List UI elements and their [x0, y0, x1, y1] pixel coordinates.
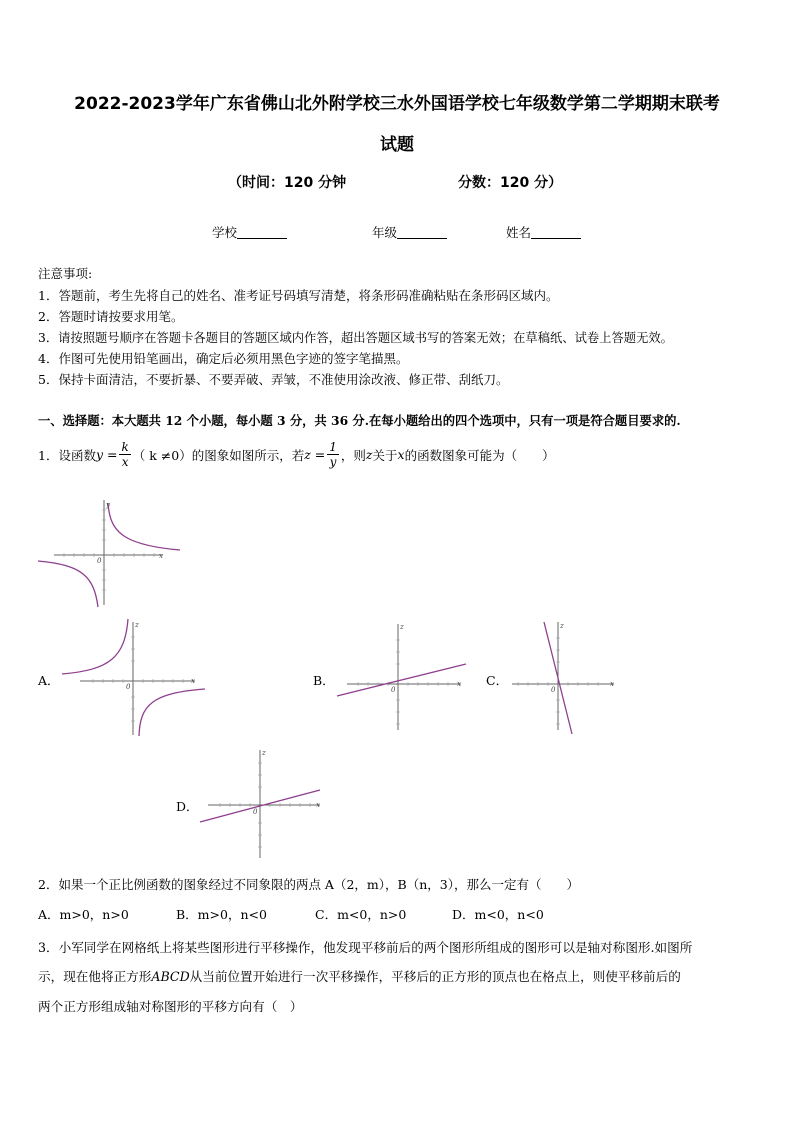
q1-z-eq: z = — [304, 447, 326, 462]
exam-title-line2: 试题 — [380, 135, 414, 155]
q1-option-c-graph[interactable] — [507, 620, 622, 735]
frac-numerator: k — [121, 440, 129, 454]
q1-suffix3: 的函数图象可能为（ ） — [404, 447, 555, 463]
exam-time: （时间：120 分钟 — [228, 175, 347, 191]
axis-label-y: y — [106, 501, 110, 509]
q1-z: z — [365, 447, 373, 462]
exam-score: 分数：120 分） — [458, 175, 563, 191]
q2-option-d[interactable]: D．m<0，n<0 — [452, 907, 544, 922]
notice-heading: 注意事项: — [38, 266, 93, 281]
name-blank[interactable] — [531, 226, 581, 239]
q3-square-name: ABCD — [151, 969, 190, 984]
axis-label-z: z — [400, 623, 404, 631]
hyperbola-branch-q2 — [62, 619, 128, 674]
school-field — [212, 223, 287, 241]
origin-label: 0 — [551, 686, 556, 694]
q2-option-a[interactable]: A．m>0，n>0 — [38, 907, 129, 922]
notice-item: 5．保持卡面清洁，不要折暴、不要弄破、弄皱，不准使用涂改液、修正带、刮纸刀。 — [38, 372, 509, 387]
axis-label-z: z — [262, 749, 266, 757]
q3-stem-line2 — [38, 966, 681, 985]
q2-stem: 2．如果一个正比例函数的图象经过不同象限的两点 A（2，m），B（n，3），那么一定有（ ） — [38, 877, 579, 892]
name-label: 姓名 — [506, 225, 532, 240]
axis-label-x: x — [610, 680, 614, 688]
section-heading: 一、选择题：本大题共 12 个小题，每小题 3 分，共 36 分.在每小题给出的四个选项中，只有一项是符合题目要求的. — [38, 413, 681, 428]
q1-prefix: 1．设函数 — [38, 447, 96, 463]
q1-option-d-label[interactable]: D． — [176, 799, 199, 814]
q1-condition: （ k ≠0）的图象如图所示，若 — [132, 447, 305, 463]
origin-label: 0 — [126, 683, 131, 691]
frac-denominator: x — [121, 455, 129, 469]
q1-option-b-graph[interactable] — [335, 622, 470, 734]
q1-x: x — [397, 447, 405, 462]
grade-blank[interactable] — [397, 226, 447, 239]
notice-item: 2．答题时请按要求用笔。 — [38, 309, 184, 324]
q1-stem — [38, 440, 555, 469]
q3-text: 示，现在他将正方形 — [38, 969, 152, 984]
q1-option-a-label[interactable]: A． — [38, 673, 60, 688]
q1-suffix1: ，则 — [340, 447, 366, 463]
exam-title-line1: 2022-2023学年广东省佛山北外附学校三水外国语学校七年级数学第二学期期末联考 — [74, 94, 720, 114]
school-blank[interactable] — [237, 226, 287, 239]
axis-label-x: x — [457, 680, 461, 688]
q1-fraction-k-over-x — [119, 440, 130, 469]
q1-option-b-label[interactable]: B． — [313, 673, 335, 688]
line-through-origin — [337, 664, 466, 696]
notice-item: 3．请按照题号顺序在答题卡各题目的答题区域内作答，超出答题区域书写的答案无效；在草稿纸、试卷上答题无效。 — [38, 331, 673, 345]
grade-label: 年级 — [372, 225, 398, 240]
q1-option-d-graph[interactable] — [198, 748, 328, 860]
q2-option-c[interactable]: C．m<0，n>0 — [315, 907, 407, 922]
q1-main-graph — [38, 495, 188, 610]
q1-y-eq: y = — [95, 447, 118, 462]
axis-label-z: z — [135, 621, 139, 629]
hyperbola-branch-q3 — [38, 561, 98, 607]
q3-stem-line1: 3．小军同学在网格纸上将某些图形进行平移操作，他发现平移前后的两个图形所组成的图形可以是轴对称图形.如图所 — [38, 940, 693, 955]
axis-label-x: x — [316, 801, 320, 809]
origin-label: 0 — [97, 557, 102, 565]
origin-label: 0 — [391, 686, 396, 694]
origin-label: 0 — [253, 808, 258, 816]
axis-label-z: z — [560, 622, 564, 630]
q2-option-b[interactable]: B．m>0，n<0 — [176, 907, 267, 922]
frac-numerator: 1 — [329, 440, 337, 454]
notice-item: 1．答题前，考生先将自己的姓名、准考证号码填写清楚，将条形码准确粘贴在条形码区域内。 — [38, 288, 559, 303]
frac-denominator: y — [329, 455, 337, 469]
q1-option-c-label[interactable]: C． — [486, 673, 509, 688]
name-field — [506, 223, 581, 241]
hyperbola-branch-q1 — [108, 503, 180, 550]
q3-text: 从当前位置开始进行一次平移操作，平移后的正方形的顶点也在格点上，则使平移前后的 — [189, 969, 681, 984]
q3-stem-line3: 两个正方形组成轴对称图形的平移方向有（ ） — [38, 999, 303, 1014]
school-label: 学校 — [212, 225, 238, 240]
axis-label-x: x — [159, 552, 163, 560]
q1-fraction-1-over-y — [327, 440, 339, 469]
hyperbola-branch-q4 — [139, 689, 205, 736]
axis-label-x: x — [191, 677, 195, 685]
q1-option-a-graph[interactable] — [60, 617, 205, 737]
notice-item: 4．作图可先使用铅笔画出，确定后必须用黑色字迹的签字笔描黑。 — [38, 351, 409, 366]
grade-field — [372, 223, 447, 241]
q1-suffix2: 关于 — [372, 447, 398, 463]
